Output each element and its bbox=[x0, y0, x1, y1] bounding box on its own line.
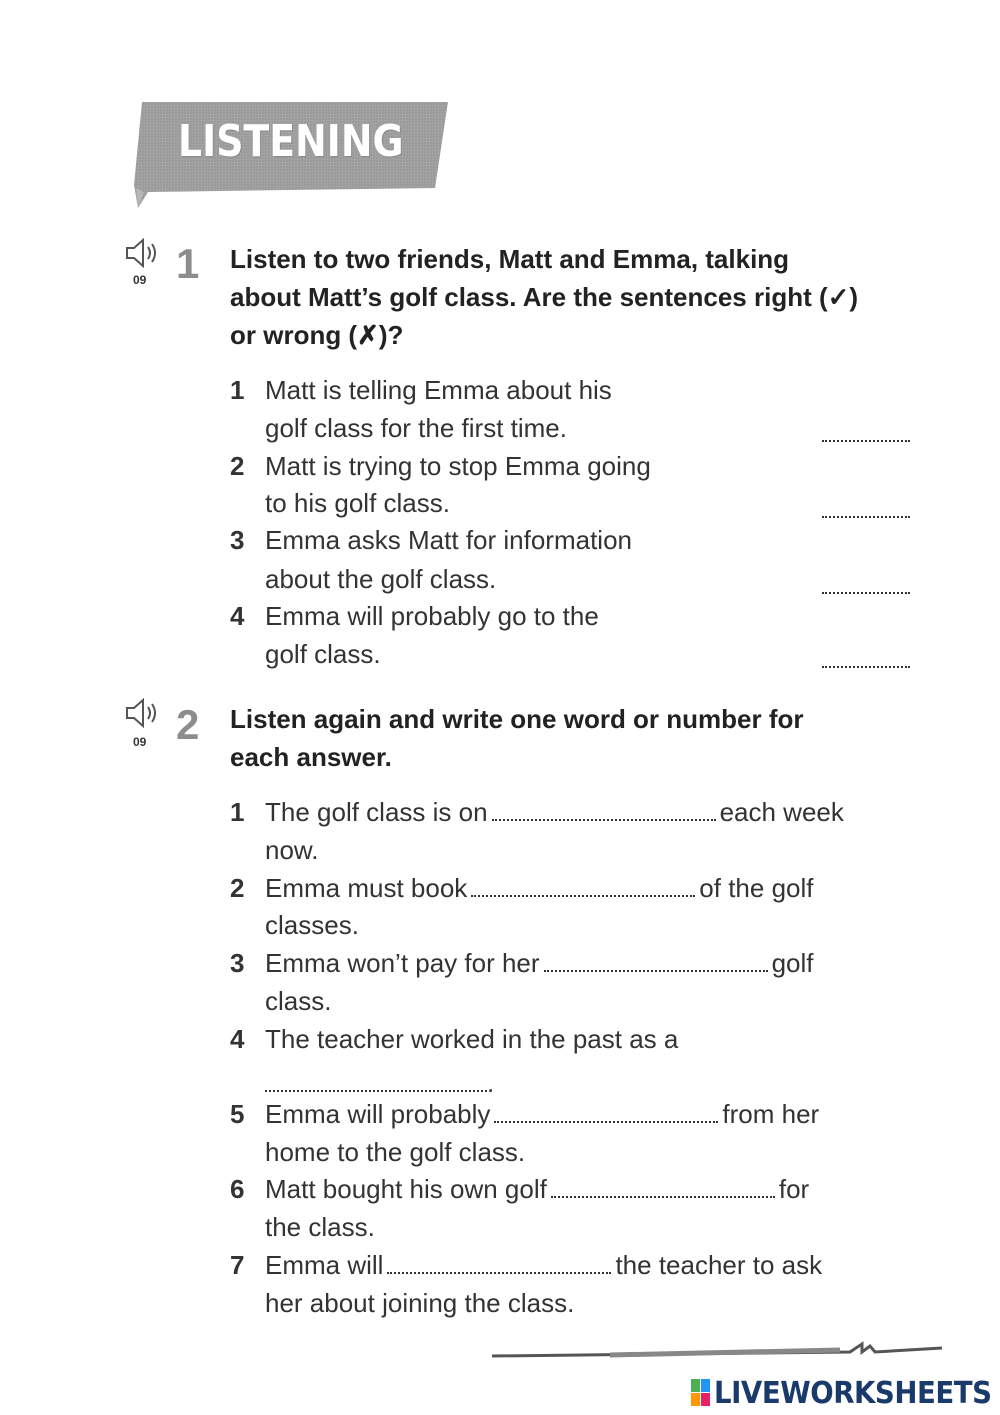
audio-speaker-icon[interactable] bbox=[124, 238, 160, 268]
answer-blank[interactable] bbox=[551, 1196, 775, 1198]
answer-blank[interactable] bbox=[387, 1272, 611, 1274]
track-number: 09 bbox=[133, 735, 147, 749]
track-number: 09 bbox=[133, 273, 147, 287]
section-title: LISTENING bbox=[178, 116, 404, 167]
exercise-number: 2 bbox=[176, 701, 200, 748]
answer-blank[interactable] bbox=[544, 970, 768, 972]
footer-brand: LIVEWORKSHEETS bbox=[714, 1376, 992, 1411]
answer-blank[interactable] bbox=[265, 1090, 487, 1092]
answer-blank[interactable] bbox=[822, 440, 910, 442]
exercise-instruction: Listen again and write one word or number for each answer. bbox=[230, 704, 804, 772]
answer-blank[interactable] bbox=[822, 666, 910, 668]
page-edge-decoration bbox=[490, 1338, 945, 1362]
liveworksheets-logo-icon bbox=[691, 1379, 711, 1407]
exercise-instruction: Listen to two friends, Matt and Emma, talking about Matt’s golf class. Are the sentences right (✓) or wrong (✗)? bbox=[230, 244, 859, 350]
answer-blank[interactable] bbox=[494, 1121, 718, 1123]
exercise-number: 1 bbox=[176, 240, 200, 287]
audio-speaker-icon[interactable] bbox=[124, 698, 160, 728]
answer-blank[interactable] bbox=[822, 592, 910, 594]
answer-blank[interactable] bbox=[492, 819, 716, 821]
answer-blank[interactable] bbox=[471, 895, 695, 897]
answer-blank[interactable] bbox=[822, 516, 910, 518]
